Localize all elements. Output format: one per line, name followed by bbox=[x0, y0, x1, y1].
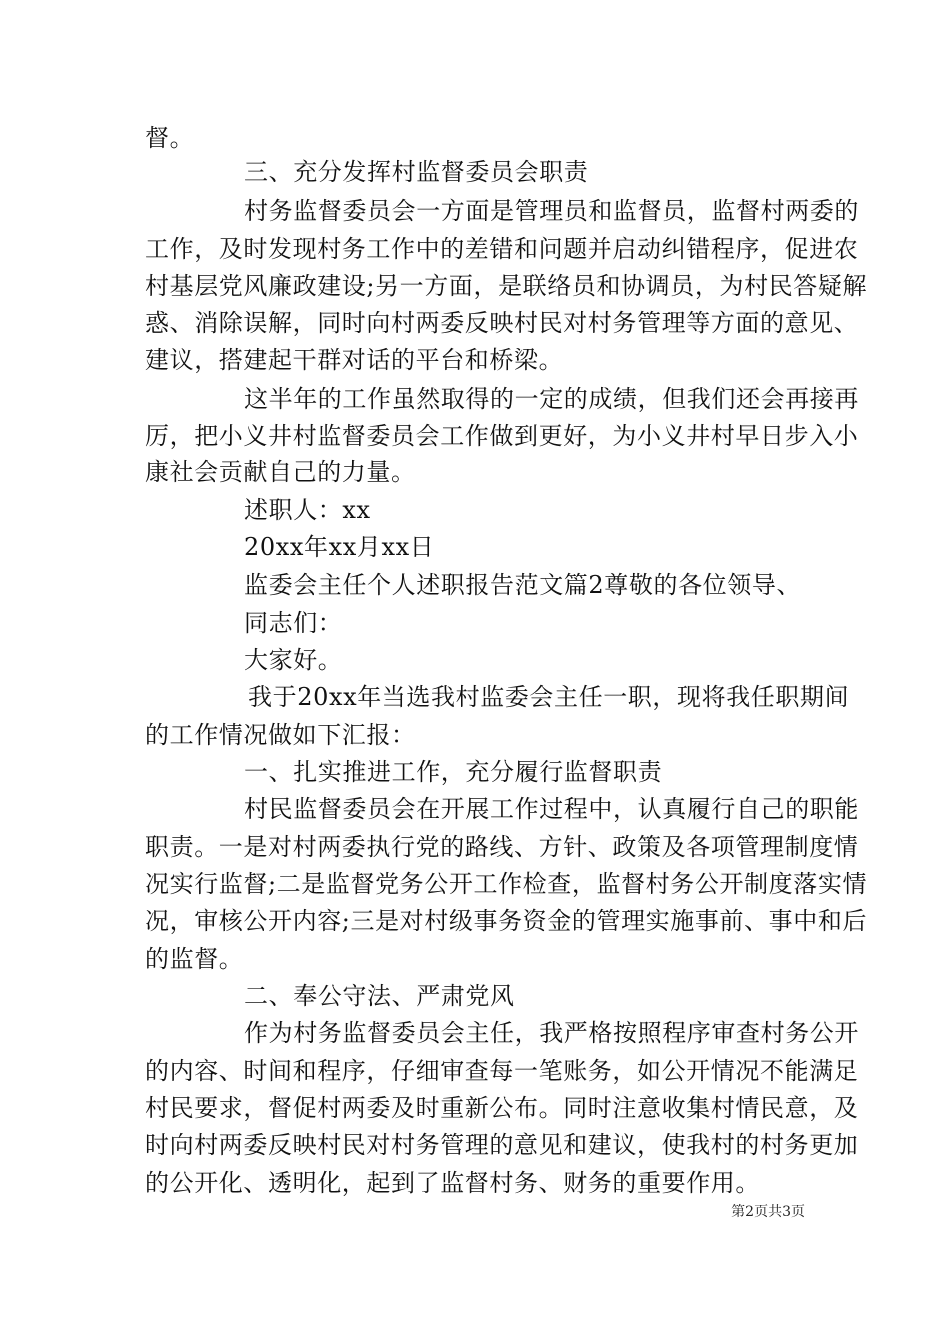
body-text-line: 建议，搭建起干群对话的平台和桥梁。 bbox=[145, 346, 564, 374]
body-text-line: 的内容、时间和程序，仔细审查每一笔账务，如公开情况不能满足 bbox=[145, 1057, 859, 1085]
body-text-line: 村民监督委员会在开展工作过程中，认真履行自己的职能 bbox=[244, 795, 859, 823]
body-text-line: 时向村两委反映村民对村务管理的意见和建议，使我村的村务更加 bbox=[145, 1131, 859, 1159]
section-heading: 三、充分发挥村监督委员会职责 bbox=[244, 158, 589, 186]
body-text-line: 村民要求，督促村两委及时重新公布。同时注意收集村情民意，及 bbox=[145, 1094, 859, 1122]
page-number-footer: 第2页共3页 bbox=[731, 1204, 805, 1220]
article-title: 监委会主任个人述职报告范文篇2尊敬的各位领导、 bbox=[244, 571, 802, 599]
body-text-line: 这半年的工作虽然取得的一定的成绩，但我们还会再接再 bbox=[244, 385, 859, 413]
body-text-line: 工作，及时发现村务工作中的差错和问题并启动纠错程序，促进农 bbox=[145, 235, 859, 263]
body-text-line: 惑、消除误解，同时向村两委反映村民对村务管理等方面的意见、 bbox=[145, 309, 859, 337]
greeting: 大家好。 bbox=[244, 646, 343, 674]
signature-date: 20xx年xx月xx日 bbox=[244, 533, 435, 561]
body-text-line: 况，审核公开内容;三是对村级事务资金的管理实施事前、事中和后 bbox=[145, 907, 868, 935]
salutation: 同志们： bbox=[244, 609, 343, 637]
body-text-line: 村基层党风廉政建设;另一方面，是联络员和协调员，为村民答疑解 bbox=[145, 272, 868, 300]
body-text-line: 康社会贡献自己的力量。 bbox=[145, 458, 416, 486]
body-text-line: 职责。一是对村两委执行党的路线、方针、政策及各项管理制度情 bbox=[145, 833, 859, 861]
body-text-line: 的工作情况做如下汇报： bbox=[145, 721, 416, 749]
body-text-line: 的监督。 bbox=[145, 945, 244, 973]
section-heading: 二、奉公守法、严肃党风 bbox=[244, 982, 515, 1010]
body-text-line: 村务监督委员会一方面是管理员和监督员，监督村两委的 bbox=[244, 197, 859, 225]
signature-name: 述职人：xx bbox=[244, 496, 371, 524]
body-text-line: 作为村务监督委员会主任，我严格按照程序审查村务公开 bbox=[244, 1019, 859, 1047]
body-text-line: 况实行监督;二是监督党务公开工作检查，监督村务公开制度落实情 bbox=[145, 870, 868, 898]
body-text-line: 我于20xx年当选我村监委会主任一职，现将我任职期间 bbox=[248, 683, 850, 711]
body-text-line: 厉，把小义井村监督委员会工作做到更好，为小义井村早日步入小 bbox=[145, 422, 859, 450]
body-text-line: 督。 bbox=[145, 124, 195, 152]
body-text-line: 的公开化、透明化，起到了监督村务、财务的重要作用。 bbox=[145, 1169, 760, 1197]
section-heading: 一、扎实推进工作，充分履行监督职责 bbox=[244, 758, 663, 786]
